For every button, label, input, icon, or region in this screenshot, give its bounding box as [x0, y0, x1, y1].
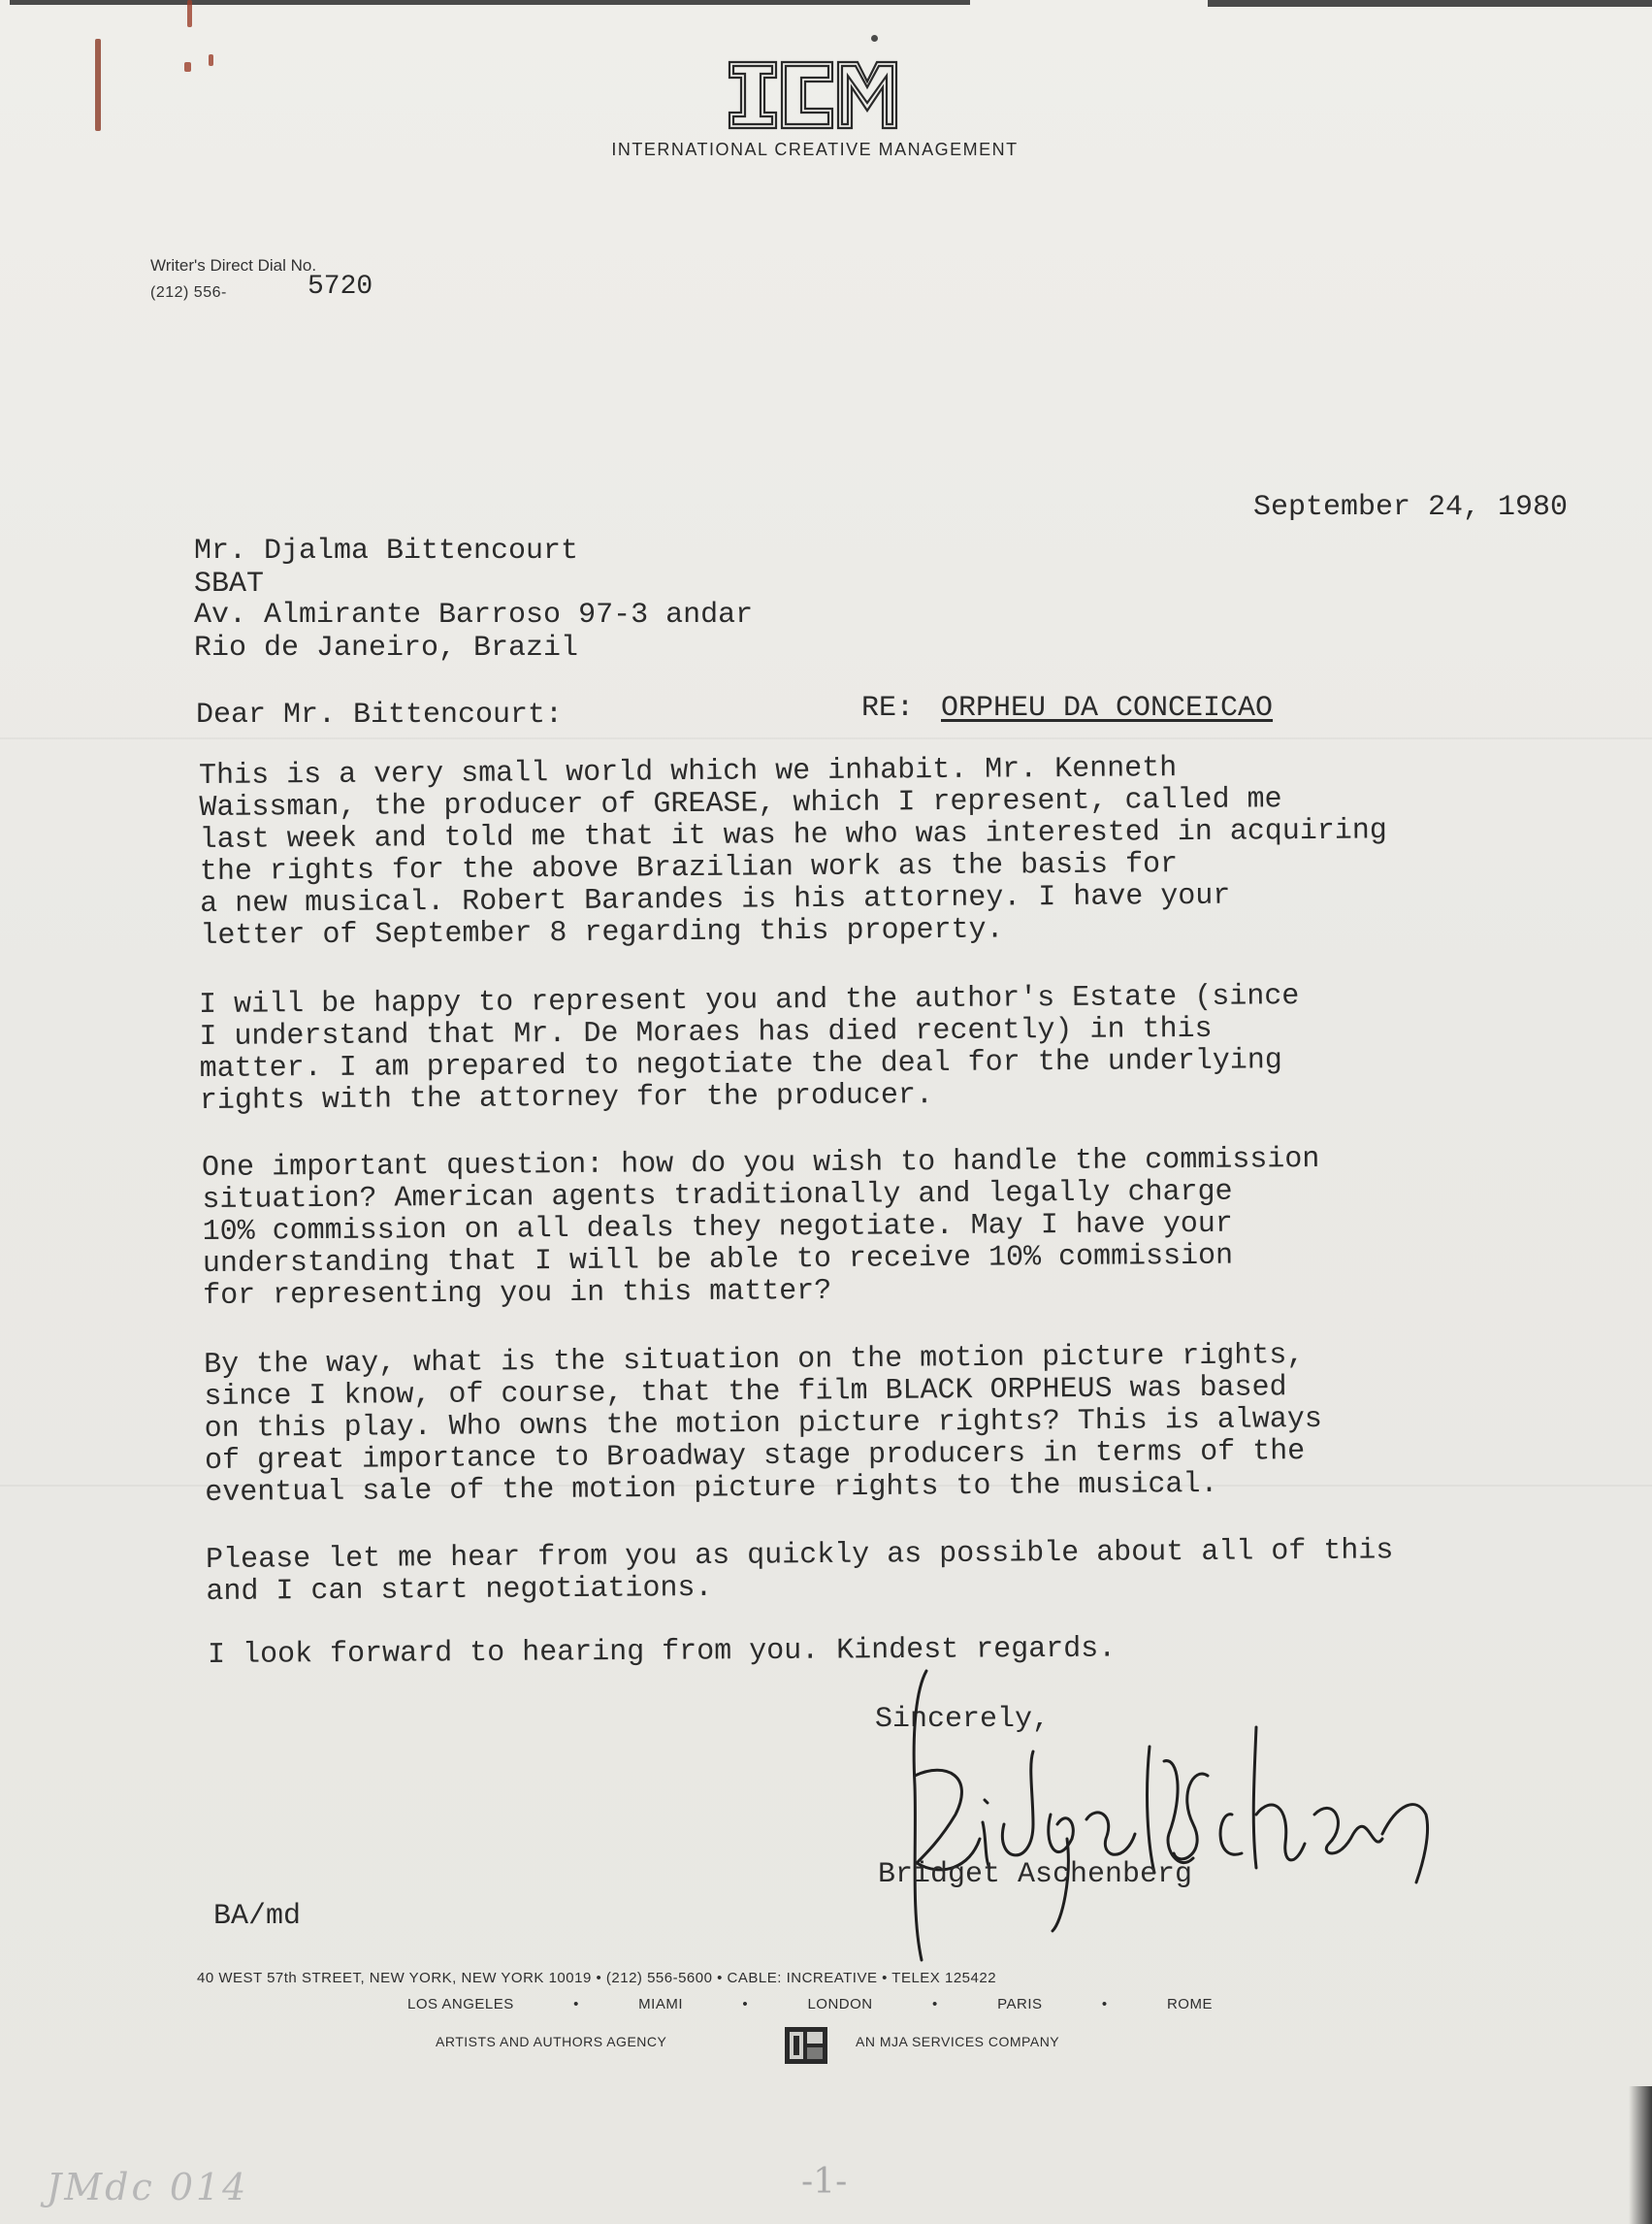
recipient-organization: SBAT: [194, 568, 265, 601]
typist-initials: BA/md: [213, 1900, 302, 1933]
paragraph-line: of great importance to Broadway stage producers in terms of the: [204, 1435, 1306, 1478]
icm-logo: [728, 58, 898, 132]
closing: Sincerely,: [875, 1703, 1051, 1736]
paragraph-line: 10% commission on all deals they negotiate. May I have your: [202, 1207, 1233, 1249]
mja-emblem-icon: [784, 2026, 828, 2065]
paragraph-line: and I can start negotiations.: [206, 1571, 713, 1609]
scan-edge: [1629, 2086, 1652, 2224]
footer-company: AN MJA SERVICES COMPANY: [856, 2034, 1060, 2049]
logo-text: ICM: [728, 58, 729, 59]
rust-stain: [95, 39, 101, 131]
footer-separator: •: [1101, 1996, 1108, 2012]
paragraph-line: I will be happy to represent you and the author's Estate (since: [198, 980, 1300, 1022]
recipient-street: Av. Almirante Barroso 97-3 andar: [194, 599, 754, 632]
scan-edge: [1208, 0, 1652, 7]
ink-dot: [871, 35, 878, 42]
paragraph-line: matter. I am prepared to negotiate the deal for the underlying: [199, 1044, 1282, 1086]
paragraph-line: understanding that I will be able to receive 10% commission: [202, 1239, 1234, 1281]
paragraph-1: [199, 751, 1388, 953]
signatory-name: Bridget Aschenberg: [878, 1858, 1193, 1891]
footer-agency: ARTISTS AND AUTHORS AGENCY: [436, 2034, 667, 2049]
firm-name: INTERNATIONAL CREATIVE MANAGEMENT: [611, 140, 1019, 159]
paragraph-line: I look forward to hearing from you. Kindest regards.: [207, 1632, 1117, 1672]
paragraph-line: One important question: how do you wish to handle the commission: [201, 1142, 1320, 1185]
paragraph-4: [204, 1340, 1323, 1510]
subject-title: ORPHEU DA CONCEICAO: [941, 692, 1274, 725]
rust-stain: [187, 0, 192, 27]
footer-cities: [407, 1996, 1213, 2012]
paragraph-2: [199, 981, 1300, 1118]
paragraph-line: This is a very small world which we inhabit. Mr. Kenneth: [198, 752, 1178, 793]
footer-separator: •: [573, 1996, 579, 2012]
footer-city: LOS ANGELES: [407, 1996, 514, 2012]
recipient-city: Rio de Janeiro, Brazil: [194, 632, 579, 665]
footer-separator: •: [932, 1996, 938, 2012]
paragraph-line: last week and told me that it was he who was interested in acquiring: [199, 814, 1387, 857]
footer-city: MIAMI: [638, 1996, 684, 2012]
direct-dial-prefix: (212) 556-: [150, 284, 227, 301]
paper-fold: [0, 737, 1652, 739]
page-number: -1-: [801, 2162, 848, 2202]
archive-reference: JMdc 014: [47, 2166, 249, 2208]
footer-address: 40 WEST 57th STREET, NEW YORK, NEW YORK 10019 • (212) 556-5600 • CABLE: INCREATIVE • TELEX 125422: [197, 1970, 997, 1986]
footer-city: PARIS: [997, 1996, 1043, 2012]
paragraph-line: a new musical. Robert Barandes is his attorney. I have your: [200, 879, 1231, 921]
paragraph-line: on this play. Who owns the motion picture rights? This is always: [204, 1402, 1323, 1446]
paragraph-line: By the way, what is the situation on the motion picture rights,: [203, 1339, 1305, 1382]
direct-dial-extension: 5720: [308, 272, 373, 302]
paragraph-line: rights with the attorney for the producer.: [199, 1079, 934, 1118]
footer-city: ROME: [1166, 1996, 1213, 2012]
paragraph-line: Please let me hear from you as quickly as possible about all of this: [205, 1534, 1394, 1577]
paragraph-5: [206, 1535, 1394, 1609]
paragraph-line: letter of September 8 regarding this property.: [200, 913, 1004, 953]
paragraph-6: [208, 1633, 1116, 1672]
paragraph-line: Waissman, the producer of GREASE, which I represent, called me: [199, 783, 1282, 825]
direct-dial-label: Writer's Direct Dial No.: [150, 256, 317, 275]
footer-city: LONDON: [807, 1996, 873, 2012]
salutation: Dear Mr. Bittencourt:: [196, 699, 564, 732]
paragraph-line: I understand that Mr. De Moraes has died recently) in this: [199, 1012, 1213, 1054]
handwritten-signature: [888, 1669, 1441, 1979]
recipient-name: Mr. Djalma Bittencourt: [194, 535, 579, 568]
paragraph-line: for representing you in this matter?: [203, 1274, 832, 1313]
rust-stain: [209, 54, 213, 66]
paragraph-line: situation? American agents traditionally and legally charge: [202, 1175, 1233, 1217]
paragraph-line: since I know, of course, that the film BLACK ORPHEUS was based: [204, 1371, 1287, 1414]
letter-date: September 24, 1980: [1253, 491, 1569, 524]
paragraph-line: the rights for the above Brazilian work as the basis for: [199, 848, 1179, 889]
rust-stain: [184, 62, 191, 72]
paragraph-line: eventual sale of the motion picture rights to the musical.: [205, 1467, 1218, 1510]
subject-prefix: RE:: [861, 692, 915, 725]
footer-separator: •: [742, 1996, 749, 2012]
scan-edge: [10, 0, 970, 5]
paragraph-3: [202, 1144, 1320, 1313]
